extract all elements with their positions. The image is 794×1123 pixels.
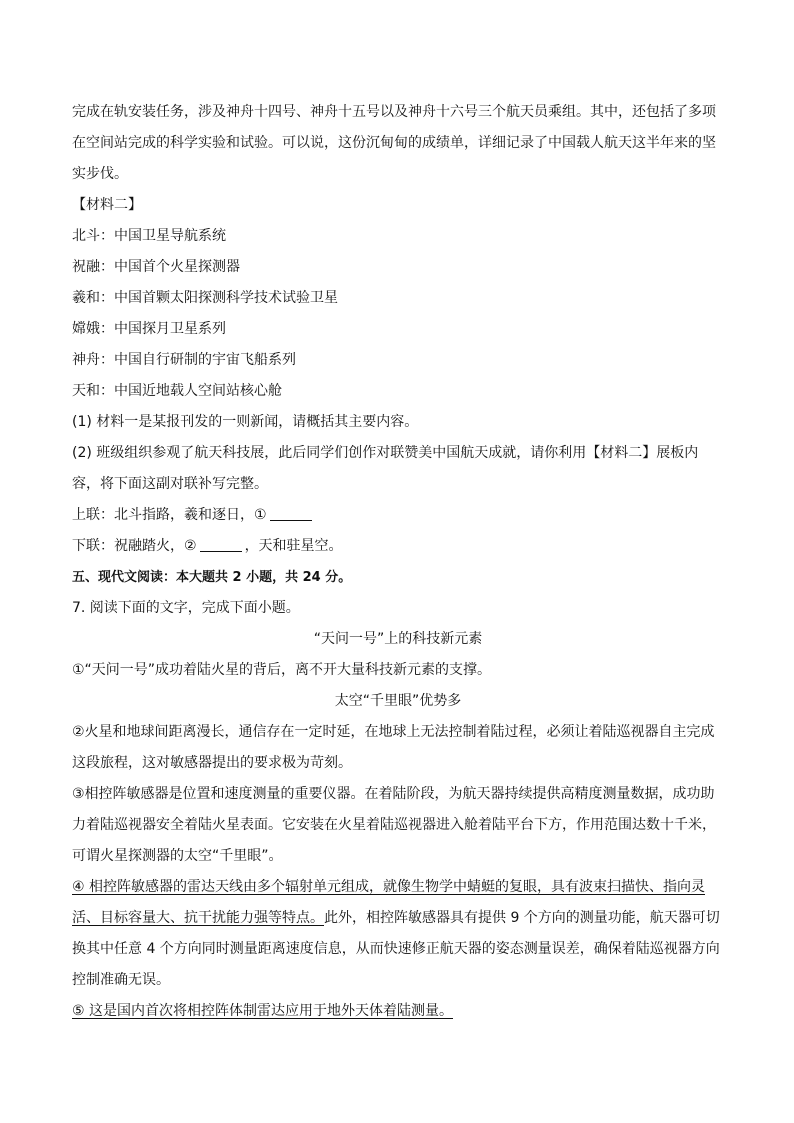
text-line: 实步伐。 — [72, 166, 128, 182]
question-2-line1: (2) 班级组织参观了航天科技展，此后同学们创作对联赞美中国航天成就，请你利用【材料二】展板内 — [72, 445, 699, 461]
couplet-lower-suffix: ，天和驻星空。 — [244, 538, 343, 554]
question-2-line2: 容，将下面这副对联补写完整。 — [72, 476, 268, 492]
couplet-upper — [72, 500, 724, 531]
couplet-upper-text: 上联：北斗指路，羲和逐日，① — [72, 507, 267, 523]
text-line: 在空间站完成的科学实验和试验。可以说，这份沉甸甸的成绩单，详细记录了中国载人航天这半年来的坚 — [72, 135, 716, 151]
material2-item: 北斗：中国卫星导航系统 — [72, 228, 226, 244]
material2-item: 天和：中国近地载人空间站核心舱 — [72, 383, 282, 399]
paragraph-4-text: 此外，相控阵敏感器具有提供 9 个方向的测量功能，航天器可切 — [324, 910, 720, 926]
paragraph-3: ③相控阵敏感器是位置和速度测量的重要仪器。在着陆阶段，为航天器持续提供高精度测量数据，成功助 — [72, 786, 715, 802]
article-subtitle: 太空“千里眼”优势多 — [334, 693, 462, 709]
underlined-sentence: ⑤ 这是国内首次将相控阵体制雷达应用于地外天体着陆测量。 — [72, 1003, 453, 1019]
material2-item: 神舟：中国自行研制的宇宙飞船系列 — [72, 352, 296, 368]
underlined-sentence: ④ 相控阵敏感器的雷达天线由多个辐射单元组成，就像生物学中蜻蜓的复眼，具有波束扫描快、指向灵 — [72, 879, 705, 895]
paragraph-4 — [72, 872, 724, 903]
question-7: 7. 阅读下面的文字，完成下面小题。 — [72, 600, 300, 616]
material2-item: 祝融：中国首个火星探测器 — [72, 259, 240, 275]
paragraph-1: ①“天问一号”成功着陆火星的背后，离不开大量科技新元素的支撑。 — [72, 662, 492, 678]
material2-item: 嫦娥：中国探月卫星系列 — [72, 321, 226, 337]
question-1: (1) 材料一是某报刊发的一则新闻，请概括其主要内容。 — [72, 414, 419, 430]
paragraph-4: 换其中任意 4 个方向同时测量距离速度信息，从而快速修正航天器的姿态测量误差，确保着陆巡视器方向 — [72, 941, 720, 957]
couplet-lower — [72, 531, 724, 562]
document-body — [72, 97, 724, 1027]
paragraph-2: 这段旅程，这对敏感器提出的要求极为苛刻。 — [72, 755, 352, 771]
paragraph-3: 力着陆巡视器安全着陆火星表面。它安装在火星着陆巡视器进入舱着陆平台下方，作用范围达数十千米， — [72, 817, 716, 833]
answer-blank-1[interactable] — [270, 506, 312, 521]
paragraph-5 — [72, 996, 724, 1027]
underlined-sentence: 活、目标容量大、抗干扰能力强等特点。 — [72, 910, 324, 926]
paragraph-4 — [72, 903, 724, 934]
article-title: “天问一号”上的科技新元素 — [313, 631, 483, 647]
paragraph-4: 控制准确无误。 — [72, 972, 170, 988]
paragraph-3: 可谓火星探测器的太空“千里眼”。 — [72, 848, 283, 864]
material2-heading: 【材料二】 — [72, 197, 142, 213]
section5-heading: 五、现代文阅读：本大题共 2 小题，共 24 分。 — [72, 570, 352, 585]
answer-blank-2[interactable] — [200, 537, 242, 552]
material2-item: 羲和：中国首颗太阳探测科学技术试验卫星 — [72, 290, 338, 306]
couplet-lower-text: 下联：祝融踏火，② — [72, 538, 197, 554]
text-line: 完成在轨安装任务，涉及神舟十四号、神舟十五号以及神舟十六号三个航天员乘组。其中，还包括了多项 — [72, 104, 716, 120]
paragraph-2: ②火星和地球间距离漫长，通信存在一定时延，在地球上无法控制着陆过程，必须让着陆巡视器自主完成 — [72, 724, 715, 740]
